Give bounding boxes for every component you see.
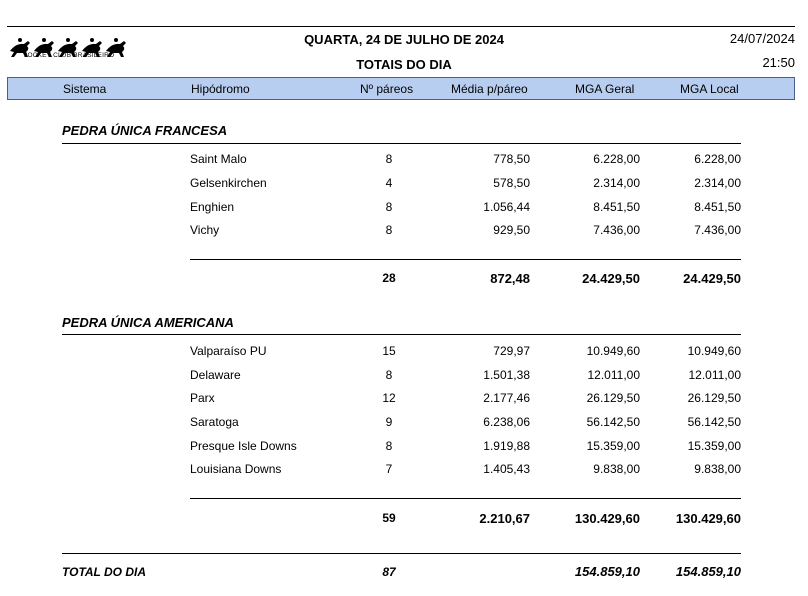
pareos-cell: 4 xyxy=(385,176,393,190)
mga-local-cell: 8.451,50 xyxy=(694,200,741,214)
print-date: 24/07/2024 xyxy=(729,31,795,46)
pareos-cell: 7 xyxy=(385,462,393,476)
pareos-cell: 8 xyxy=(385,368,393,382)
media-cell: 1.405,43 xyxy=(483,462,530,476)
print-time: 21:50 xyxy=(762,55,795,70)
mga-local-cell: 2.314,00 xyxy=(694,176,741,190)
hipodromo-cell: Delaware xyxy=(190,368,241,382)
media-cell: 929,50 xyxy=(493,223,530,237)
mga-geral-cell: 9.838,00 xyxy=(593,462,640,476)
section-title: PEDRA ÚNICA AMERICANA xyxy=(62,315,234,330)
top-rule xyxy=(7,26,795,27)
section-rule xyxy=(62,143,741,144)
col-media: Média p/páreo xyxy=(451,82,528,96)
report-date-title: QUARTA, 24 DE JULHO DE 2024 xyxy=(304,32,504,47)
mga-geral-cell: 7.436,00 xyxy=(593,223,640,237)
logo-text: JOCKEY CLUB BRASILEIRO xyxy=(24,52,115,59)
mga-geral-cell: 6.228,00 xyxy=(593,152,640,166)
pareos-cell: 8 xyxy=(385,200,393,214)
hipodromo-cell: Saint Malo xyxy=(190,152,247,166)
subtotal-mga-local: 130.429,60 xyxy=(675,511,741,526)
mga-geral-cell: 12.011,00 xyxy=(587,368,640,382)
mga-geral-cell: 26.129,50 xyxy=(586,391,640,405)
mga-local-cell: 15.359,00 xyxy=(687,439,741,453)
media-cell: 6.238,06 xyxy=(483,415,530,429)
report-subtitle: TOTAIS DO DIA xyxy=(356,57,452,72)
mga-geral-cell: 15.359,00 xyxy=(586,439,640,453)
subtotal-media: 2.210,67 xyxy=(479,511,530,526)
subtotal-pareos: 59 xyxy=(382,511,396,525)
total-pareos: 87 xyxy=(382,565,396,579)
media-cell: 578,50 xyxy=(493,176,530,190)
pareos-cell: 8 xyxy=(385,152,393,166)
total-mga-geral: 154.859,10 xyxy=(574,564,640,579)
mga-geral-cell: 56.142,50 xyxy=(586,415,640,429)
pareos-cell: 12 xyxy=(382,391,396,405)
hipodromo-cell: Vichy xyxy=(190,223,220,237)
pareos-cell: 8 xyxy=(385,223,393,237)
total-label: TOTAL DO DIA xyxy=(62,565,146,579)
mga-local-cell: 26.129,50 xyxy=(687,391,741,405)
col-hipodromo: Hipódromo xyxy=(191,82,250,96)
mga-local-cell: 6.228,00 xyxy=(694,152,741,166)
column-header-bar xyxy=(7,77,795,100)
subtotal-mga-geral: 24.429,50 xyxy=(582,271,640,286)
hipodromo-cell: Parx xyxy=(190,391,215,405)
mga-local-cell: 7.436,00 xyxy=(694,223,741,237)
pareos-cell: 15 xyxy=(382,344,396,358)
hipodromo-cell: Valparaíso PU xyxy=(190,344,267,358)
mga-local-cell: 12.011,00 xyxy=(688,368,741,382)
col-pareos: Nº páreos xyxy=(360,82,414,96)
mga-geral-cell: 2.314,00 xyxy=(593,176,640,190)
subtotal-pareos: 28 xyxy=(382,271,396,285)
subtotal-rule xyxy=(190,259,741,260)
media-cell: 1.501,38 xyxy=(483,368,530,382)
total-rule xyxy=(62,553,741,554)
hipodromo-cell: Saratoga xyxy=(190,415,239,429)
subtotal-media: 872,48 xyxy=(490,271,530,286)
subtotal-rule xyxy=(190,498,741,499)
media-cell: 778,50 xyxy=(493,152,530,166)
media-cell: 729,97 xyxy=(493,344,530,358)
media-cell: 1.056,44 xyxy=(483,200,530,214)
hipodromo-cell: Presque Isle Downs xyxy=(190,439,297,453)
col-sistema: Sistema xyxy=(63,82,107,96)
hipodromo-cell: Louisiana Downs xyxy=(190,462,282,476)
mga-local-cell: 56.142,50 xyxy=(687,415,741,429)
hipodromo-cell: Enghien xyxy=(190,200,235,214)
media-cell: 1.919,88 xyxy=(483,439,530,453)
mga-local-cell: 9.838,00 xyxy=(694,462,741,476)
subtotal-mga-local: 24.429,50 xyxy=(683,271,741,286)
hipodromo-cell: Gelsenkirchen xyxy=(190,176,267,190)
pareos-cell: 9 xyxy=(385,415,393,429)
section-title: PEDRA ÚNICA FRANCESA xyxy=(62,123,228,138)
col-mga-geral: MGA Geral xyxy=(575,82,635,96)
mga-geral-cell: 8.451,50 xyxy=(593,200,640,214)
col-mga-local: MGA Local xyxy=(680,82,739,96)
pareos-cell: 8 xyxy=(385,439,393,453)
total-mga-local: 154.859,10 xyxy=(675,564,741,579)
subtotal-mga-geral: 130.429,60 xyxy=(574,511,640,526)
section-rule xyxy=(62,334,741,335)
media-cell: 2.177,46 xyxy=(483,391,530,405)
mga-local-cell: 10.949,60 xyxy=(687,344,741,358)
mga-geral-cell: 10.949,60 xyxy=(586,344,640,358)
